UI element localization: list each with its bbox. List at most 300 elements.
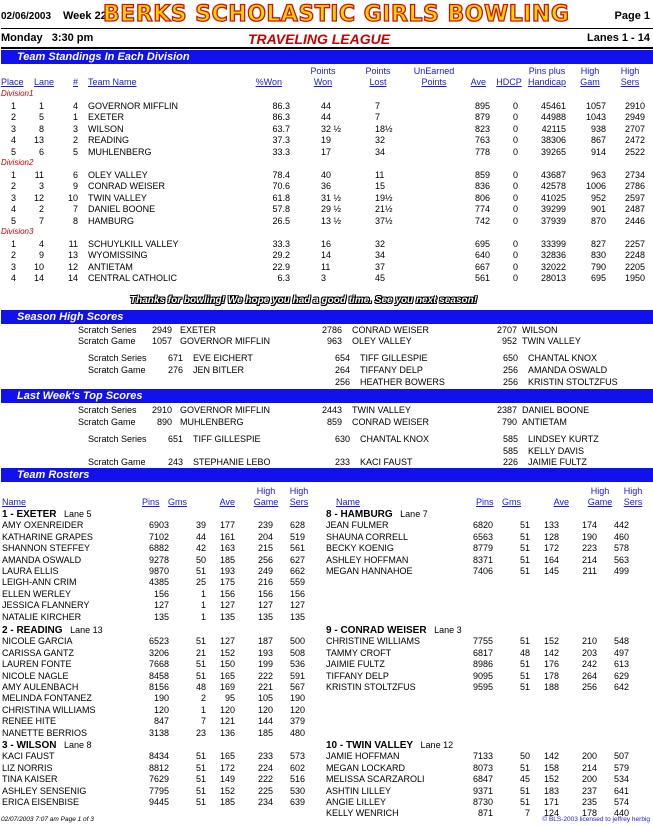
high-score-value: 790 (501, 417, 517, 427)
roster-high-series: 135 (289, 611, 305, 622)
high-score-holder: WILSON (522, 325, 558, 335)
score-category-label: Scratch Series (88, 434, 147, 444)
roster-pins: 190 (153, 693, 169, 704)
standing-team-name: DANIEL BOONE (88, 204, 156, 214)
roster-col-pins: Pins (142, 497, 160, 507)
roster-high-game: 256 (257, 554, 273, 565)
copyright-note: © BLS-2003 licensed to jeffrey herbig (542, 816, 650, 823)
roster-high-game: 185 (257, 727, 273, 738)
standing-pct-won: 6.3 (277, 273, 290, 283)
roster-pins: 8730 (472, 797, 493, 807)
standing-points-won: 17 (321, 146, 332, 157)
roster-high-game: 174 (581, 520, 597, 531)
col-header-high-game: Gam (580, 77, 600, 87)
roster-high-series: 497 (613, 647, 629, 658)
standing-points-won: 36 (321, 181, 332, 191)
roster-pins: 7668 (148, 659, 169, 670)
roster-team-lane: Lane 13 (62, 625, 103, 635)
roster-pins: 8458 (148, 670, 169, 681)
high-score-holder: KACI FAUST (360, 457, 413, 467)
roster-high-game: 120 (257, 704, 273, 715)
standing-pins-plus-hdcp: 42578 (540, 181, 566, 191)
roster-pins: 4385 (148, 577, 169, 588)
high-score-value: 2910 (151, 405, 172, 415)
standing-pct-won: 26.5 (272, 215, 290, 226)
roster-average: 127 (219, 600, 235, 611)
standing-place: 2 (10, 112, 16, 122)
roster-bowler-name: JEAN FULMER (326, 520, 389, 531)
roster-pins: 9595 (472, 682, 493, 692)
high-score-holder: TIFF GILLESPIE (193, 434, 261, 444)
roster-high-game: 237 (581, 785, 597, 796)
roster-team-lane: Lane 8 (56, 740, 92, 750)
standing-team-number: 3 (72, 123, 78, 134)
standing-high-series: 2910 (624, 100, 645, 111)
roster-bowler-name: ASHLEY HOFFMAN (326, 554, 409, 565)
roster-games: 51 (519, 520, 530, 531)
roster-games: 51 (195, 751, 206, 762)
roster-high-series: 613 (613, 659, 629, 670)
roster-pins: 127 (153, 600, 169, 611)
roster-high-series: 536 (289, 659, 305, 670)
roster-games: 42 (195, 543, 206, 554)
roster-average: 169 (219, 682, 235, 692)
roster-bowler-name: CHRISTINE WILLIAMS (326, 636, 421, 647)
high-score-holder: KRISTIN STOLTZFUS (528, 377, 618, 387)
roster-games: 48 (195, 682, 206, 692)
standing-high-game: 952 (590, 192, 606, 203)
roster-high-game: 256 (581, 682, 597, 692)
standing-high-series: 2248 (624, 250, 645, 260)
roster-bowler-name: BECKY KOENIG (326, 543, 394, 554)
roster-high-game: 199 (257, 659, 273, 670)
roster-games: 1 (200, 611, 206, 622)
roster-pins: 9095 (472, 670, 493, 681)
roster-bowler-name: MELINDA FONTANEZ (2, 693, 92, 704)
roster-high-game: 222 (257, 670, 273, 681)
roster-average: 172 (543, 543, 559, 554)
high-score-holder: LINDSEY KURTZ (528, 434, 599, 444)
roster-col-high-game: Game (587, 497, 613, 507)
standing-high-series: 2487 (624, 204, 645, 214)
col-header-number: # (72, 77, 78, 87)
roster-high-series: 591 (289, 670, 305, 681)
roster-high-series: 602 (289, 762, 305, 773)
roster-high-series: 573 (289, 751, 305, 762)
standing-points-lost: 32 (375, 135, 386, 145)
standing-handicap: 0 (512, 192, 518, 203)
roster-games: 51 (195, 797, 206, 807)
roster-games: 51 (195, 566, 206, 576)
roster-average: 178 (543, 670, 559, 681)
roster-games: 51 (519, 762, 530, 773)
roster-games: 51 (195, 762, 206, 773)
standing-pins-plus-hdcp: 42115 (541, 123, 566, 134)
roster-high-series: 127 (289, 600, 305, 611)
high-score-holder: DANIEL BOONE (522, 405, 590, 415)
high-score-value: 2443 (321, 405, 342, 415)
standing-place: 3 (10, 261, 16, 272)
roster-high-game: 242 (581, 659, 597, 670)
roster-games: 51 (519, 682, 530, 692)
roster-bowler-name: JESSICA FLANNERY (2, 600, 90, 611)
roster-high-game: 216 (257, 577, 273, 588)
standing-average: 879 (474, 112, 490, 122)
high-score-value: 256 (502, 365, 518, 375)
roster-bowler-name: ELLEN WERLEY (2, 588, 72, 599)
standing-team-name: SCHUYLKILL VALLEY (88, 238, 179, 249)
standing-high-game: 870 (590, 215, 606, 226)
roster-average: 177 (219, 520, 235, 531)
roster-average: 172 (219, 762, 235, 773)
standing-pins-plus-hdcp: 32022 (540, 261, 566, 272)
roster-high-series: 561 (289, 543, 305, 554)
roster-bowler-name: AMY OXENREIDER (2, 520, 84, 531)
high-score-holder: GOVERNOR MIFFLIN (180, 405, 271, 415)
standing-team-number: 7 (72, 204, 78, 214)
roster-high-game: 249 (257, 566, 273, 576)
roster-games: 50 (519, 751, 530, 762)
standing-team-number: 5 (72, 146, 78, 157)
roster-pins: 7629 (148, 774, 169, 785)
standing-points-lost: 15 (375, 181, 386, 191)
rosters-section-bar: Team Rosters (1, 468, 653, 482)
standing-average: 763 (474, 135, 490, 145)
standing-lane: 12 (33, 192, 44, 203)
standing-average: 640 (474, 250, 490, 260)
roster-bowler-name: CHRISTINA WILLIAMS (2, 704, 96, 715)
standing-average: 695 (474, 238, 490, 249)
roster-high-series: 627 (289, 554, 305, 565)
roster-high-game: 200 (581, 751, 597, 762)
high-score-value: 2949 (151, 325, 172, 335)
roster-high-series: 567 (289, 682, 305, 692)
standing-high-series: 1950 (624, 273, 645, 283)
roster-average: 142 (543, 647, 559, 658)
roster-pins: 7102 (148, 531, 169, 542)
standing-lane: 6 (38, 146, 44, 157)
standing-points-lost: 37½ (375, 215, 393, 226)
standing-handicap: 0 (512, 238, 518, 249)
roster-high-game: 200 (581, 774, 597, 785)
standing-points-lost: 18½ (375, 123, 393, 134)
high-score-value: 585 (502, 446, 518, 456)
roster-high-series: 156 (289, 588, 305, 599)
standing-handicap: 0 (512, 112, 518, 122)
standing-pct-won: 63.7 (272, 123, 290, 134)
col-header-points-won: Points (310, 66, 336, 76)
standing-team-number: 9 (72, 181, 78, 191)
standing-team-number: 10 (67, 192, 78, 203)
score-category-label: Scratch Game (88, 457, 146, 467)
roster-high-series: 559 (289, 577, 305, 588)
standing-high-series: 2472 (624, 135, 645, 145)
roster-average: 121 (219, 716, 235, 727)
col-header-lane: Lane (34, 77, 55, 87)
standing-pins-plus-hdcp: 33399 (540, 238, 566, 249)
standing-place: 5 (10, 215, 16, 226)
standing-points-won: 3 (321, 273, 327, 283)
roster-high-series: 639 (289, 797, 305, 807)
standing-pct-won: 70.6 (272, 181, 290, 191)
roster-high-series: 641 (613, 785, 629, 796)
division-label: Division2 (1, 158, 34, 167)
roster-bowler-name: CARISSA GANTZ (2, 647, 75, 658)
standing-team-name: WILSON (88, 123, 124, 134)
league-subtitle: TRAVELING LEAGUE (248, 31, 391, 47)
roster-average: 164 (543, 554, 559, 565)
standing-team-name: GOVERNOR MIFFLIN (88, 100, 179, 111)
standing-handicap: 0 (512, 123, 518, 134)
high-score-holder: OLEY VALLEY (352, 336, 412, 346)
roster-high-game: 105 (257, 693, 273, 704)
roster-average: 165 (219, 751, 235, 762)
roster-high-game: 214 (581, 554, 597, 565)
standing-pct-won: 61.8 (272, 192, 290, 203)
standing-team-name: MUHLENBERG (88, 146, 152, 157)
standing-pins-plus-hdcp: 32836 (540, 250, 566, 260)
roster-bowler-name: RENEE HITE (2, 716, 57, 727)
roster-games: 7 (524, 808, 530, 819)
standing-high-game: 1006 (585, 181, 606, 191)
roster-high-game: 225 (257, 785, 273, 796)
roster-average: 95 (224, 693, 235, 704)
standing-handicap: 0 (512, 135, 518, 145)
high-score-holder: TIFFANY DELP (360, 365, 423, 375)
standing-handicap: 0 (512, 146, 518, 157)
standing-pct-won: 37.3 (272, 135, 290, 145)
standing-average: 823 (474, 123, 490, 134)
print-timestamp: 02/07/2003 7:07 am Page 1 of 3 (1, 816, 94, 823)
roster-pins: 7406 (472, 566, 493, 576)
roster-high-series: 548 (613, 636, 629, 647)
roster-games: 51 (519, 554, 530, 565)
roster-games: 51 (519, 566, 530, 576)
high-score-value: 256 (502, 377, 518, 387)
roster-games: 51 (519, 785, 530, 796)
roster-games: 1 (200, 588, 206, 599)
roster-average: 163 (219, 543, 235, 554)
high-score-holder: MUHLENBERG (180, 417, 244, 427)
standing-pins-plus-hdcp: 41025 (540, 192, 566, 203)
roster-bowler-name: JAMIE HOFFMAN (326, 751, 400, 762)
high-score-holder: TWIN VALLEY (352, 405, 411, 415)
standing-handicap: 0 (512, 204, 518, 214)
roster-team-lane: Lane 3 (426, 625, 462, 635)
high-score-value: 585 (502, 434, 518, 444)
standing-team-number: 12 (67, 261, 78, 272)
roster-bowler-name: TINA KAISER (2, 774, 58, 785)
roster-high-game: 234 (257, 797, 273, 807)
roster-team-lane: Lane 7 (392, 509, 428, 519)
high-score-value: 654 (334, 353, 350, 363)
roster-bowler-name: ASHLEY SENSENIG (2, 785, 87, 796)
col-header-unearned: Points (421, 77, 447, 87)
standing-pct-won: 86.3 (272, 100, 290, 111)
col-header-high-series: High (620, 66, 640, 76)
roster-bowler-name: KACI FAUST (2, 751, 55, 762)
roster-team-lane: Lane 12 (413, 740, 454, 750)
roster-games: 51 (519, 797, 530, 807)
high-score-value: 650 (502, 353, 518, 363)
high-score-holder: AMANDA OSWALD (528, 365, 608, 375)
standing-team-name: ANTIETAM (88, 261, 133, 272)
high-score-holder: CHANTAL KNOX (528, 353, 598, 363)
roster-average: 188 (543, 682, 559, 692)
standing-points-won: 29 ½ (321, 204, 342, 214)
roster-pins: 8986 (472, 659, 493, 670)
roster-games: 39 (195, 520, 206, 531)
roster-games: 51 (195, 774, 206, 785)
standing-lane: 7 (38, 215, 44, 226)
roster-pins: 8156 (148, 682, 169, 692)
standing-points-won: 44 (321, 100, 332, 111)
standing-team-number: 14 (67, 273, 78, 283)
roster-average: 136 (219, 727, 235, 738)
high-score-value: 651 (167, 434, 183, 444)
roster-high-series: 460 (613, 531, 629, 542)
standing-pct-won: 57.8 (272, 204, 290, 214)
standing-place: 4 (10, 135, 16, 145)
standing-lane: 8 (38, 123, 44, 134)
roster-team-title: 9 - CONRAD WEISER Lane 3 (326, 625, 462, 636)
standing-pins-plus-hdcp: 45461 (540, 100, 566, 111)
roster-average: 183 (543, 785, 559, 796)
roster-high-game: 144 (257, 716, 273, 727)
standings-section-bar: Team Standings In Each Division (1, 50, 653, 64)
standing-team-name: WYOMISSING (88, 250, 148, 260)
standing-lane: 9 (38, 250, 44, 260)
roster-average: 145 (543, 566, 559, 576)
roster-bowler-name: ASHTIN LILLEY (326, 785, 392, 796)
high-score-value: 276 (167, 365, 183, 375)
high-score-holder: CHANTAL KNOX (360, 434, 430, 444)
col-header-handicap: HDCP (496, 77, 522, 87)
high-score-value: 2707 (496, 325, 517, 335)
standing-place: 4 (10, 273, 16, 283)
standing-high-series: 2522 (624, 146, 645, 157)
roster-average: 185 (219, 554, 235, 565)
high-score-value: 243 (167, 457, 183, 467)
roster-high-series: 190 (289, 693, 305, 704)
standing-place: 3 (10, 192, 16, 203)
thanks-message: Thanks for bowling! We hope you had a good time. See you next season! (130, 295, 478, 306)
score-category-label: Scratch Series (78, 325, 137, 335)
standing-points-won: 13 ½ (321, 215, 342, 226)
roster-bowler-name: TIFFANY DELP (326, 670, 389, 681)
roster-col-name: Name (336, 497, 361, 507)
roster-high-series: 516 (289, 774, 305, 785)
lanes-range: Lanes 1 - 14 (587, 32, 650, 44)
roster-bowler-name: JAIMIE FULTZ (326, 659, 385, 670)
roster-high-game: 264 (581, 670, 597, 681)
roster-average: 161 (219, 531, 235, 542)
standing-points-won: 40 (321, 169, 332, 180)
high-score-value: 233 (334, 457, 350, 467)
col-header-pins-plus-hdcp: Handicap (527, 77, 567, 87)
roster-pins: 871 (477, 808, 493, 819)
roster-bowler-name: ERICA EISENBISE (2, 797, 80, 807)
roster-high-game: 187 (257, 636, 273, 647)
roster-pins: 3138 (148, 727, 169, 738)
col-header-high-game: High (580, 66, 600, 76)
roster-pins: 6903 (148, 520, 169, 531)
roster-average: 149 (219, 774, 235, 785)
standing-pins-plus-hdcp: 39299 (540, 204, 566, 214)
standing-handicap: 0 (512, 215, 518, 226)
standing-points-won: 16 (321, 238, 332, 249)
roster-pins: 7755 (472, 636, 493, 647)
roster-high-game: 210 (581, 636, 597, 647)
roster-high-series: 642 (613, 682, 629, 692)
standing-place: 1 (10, 100, 16, 111)
standing-points-lost: 11 (375, 169, 385, 180)
roster-bowler-name: MEGAN LOCKARD (326, 762, 406, 773)
roster-games: 51 (195, 785, 206, 796)
standing-average: 895 (474, 100, 490, 111)
roster-average: 120 (219, 704, 235, 715)
roster-col-games: Gms (168, 497, 187, 507)
high-score-value: 952 (501, 336, 517, 346)
standing-average: 742 (474, 215, 490, 226)
standing-high-game: 827 (590, 238, 606, 249)
roster-games: 45 (519, 774, 530, 785)
roster-pins: 8812 (148, 762, 169, 773)
col-header-pct-won: %Won (255, 77, 282, 87)
roster-col-pins: Pins (476, 497, 494, 507)
high-score-holder: GOVERNOR MIFFLIN (180, 336, 271, 346)
col-header-place: Place (1, 77, 24, 87)
roster-pins: 6882 (148, 543, 169, 554)
high-score-value: 256 (334, 377, 350, 387)
standing-place: 3 (10, 123, 16, 134)
col-header-high-series: Sers (620, 77, 640, 87)
roster-average: 176 (543, 659, 559, 670)
roster-average: 133 (543, 520, 559, 531)
standing-points-lost: 21½ (375, 204, 393, 214)
roster-pins: 156 (153, 588, 169, 599)
standing-team-name: HAMBURG (88, 215, 135, 226)
high-score-value: 671 (167, 353, 183, 363)
standing-pins-plus-hdcp: 43687 (540, 169, 566, 180)
standing-high-game: 867 (590, 135, 606, 145)
standing-place: 2 (10, 250, 16, 260)
division-label: Division3 (1, 227, 34, 236)
roster-high-series: 574 (613, 797, 629, 807)
roster-high-series: 563 (613, 554, 629, 565)
roster-high-game: 211 (582, 566, 597, 576)
roster-games: 51 (195, 659, 206, 670)
standing-lane: 5 (38, 112, 44, 122)
standing-points-won: 11 (321, 261, 331, 272)
high-score-holder: EVE EICHERT (193, 353, 253, 363)
roster-average: 152 (543, 774, 559, 785)
score-category-label: Scratch Game (88, 365, 146, 375)
standing-pins-plus-hdcp: 39265 (540, 146, 566, 157)
roster-bowler-name: LEIGH-ANN CRIM (2, 577, 77, 588)
standing-lane: 1 (38, 100, 44, 111)
standing-high-series: 2205 (624, 261, 645, 272)
roster-average: 127 (219, 636, 235, 647)
roster-games: 51 (519, 659, 530, 670)
high-score-value: 890 (156, 417, 172, 427)
roster-high-game: 235 (581, 797, 597, 807)
roster-bowler-name: KELLY WENRICH (326, 808, 399, 819)
page-number: Page 1 (614, 10, 650, 22)
high-score-value: 264 (334, 365, 350, 375)
roster-games: 25 (195, 577, 206, 588)
roster-pins: 9278 (148, 554, 169, 565)
